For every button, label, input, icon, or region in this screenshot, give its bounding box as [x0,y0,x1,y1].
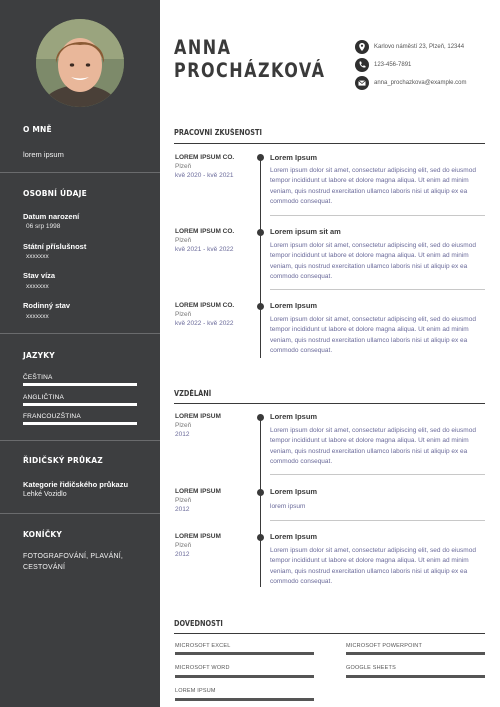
skill-name: MICROSOFT POWERPOINT [346,643,423,649]
license-label: Kategorie řidičského průkazu [23,480,129,489]
skill-name: GOOGLE SHEETS [346,665,396,671]
timeline-dot [257,154,264,161]
personal-label: Rodinný stav [23,301,71,310]
timeline-dot [257,414,264,421]
school-year: 2012 [175,431,190,438]
timeline-dot [257,489,264,496]
job-description: Lorem ipsum dolor sit amet, consectetur adipiscing elit, sed do eiusmod tempor incididunt ut labore et dolore magna aliqua. Ut enim ad minim veniam, quis nostrud exercitation ullamco laboris nisi ut aliquip ex ea commodo consequat. [270,167,476,206]
school-year: 2012 [175,551,190,558]
school-name: LOREM IPSUM [175,533,221,540]
job-dates: kvě 2020 - kvě 2021 [175,172,234,179]
item-divider [270,215,485,216]
language-name: FRANCOUZŠTINA [23,413,81,420]
about-heading: O MNĚ [23,125,52,134]
hobbies-text: FOTOGRAFOVÁNÍ, PLAVÁNÍ, [23,553,124,560]
job-dates: kvě 2022 - kvě 2022 [175,320,234,327]
sidebar-divider [0,333,160,334]
first-name: ANNA [174,36,232,59]
education-title: VZDĚLÁNÍ [174,389,212,398]
skill-level-bar [175,675,314,678]
school-place: Plzeň [175,422,192,429]
company-name: LOREM IPSUM CO. [175,302,235,309]
education-role: Lorem Ipsum [270,487,318,496]
about-text: lorem ipsum [23,150,64,159]
phone-text[interactable]: 123-456-7891 [374,62,412,68]
languages-heading: JAZYKY [23,351,55,360]
education-description: Lorem ipsum dolor sit amet, consectetur adipiscing elit, sed do eiusmod tempor incididunt ut labore et dolore magna aliqua. Ut enim ad minim veniam, quis nostrud exercitation ullamco laboris nisi ut aliquip ex ea commodo consequat. [270,427,476,466]
school-name: LOREM IPSUM [175,413,221,420]
profile-photo [36,19,124,107]
section-rule [174,143,485,144]
item-divider [270,474,485,475]
location-pin-icon [355,40,369,54]
hobbies-heading: KONÍČKY [23,530,63,539]
personal-label: Stav víza [23,271,56,280]
envelope-icon [355,76,369,90]
timeline-line [260,157,261,358]
job-dates: kvě 2021 - kvě 2022 [175,246,234,253]
skill-level-bar [175,698,314,701]
language-name: ANGLIČTINA [23,394,65,401]
language-level-bar [23,403,137,406]
sidebar [0,0,160,707]
company-place: Plzeň [175,311,192,318]
company-place: Plzeň [175,163,192,170]
job-description: Lorem ipsum dolor sit amet, consectetur adipiscing elit, sed do eiusmod tempor incididunt ut labore et dolore magna aliqua. Ut enim ad minim veniam, quis nostrud exercitation ullamco laboris nisi ut aliquip ex ea commodo consequat. [270,316,476,355]
timeline-dot [257,303,264,310]
personal-heading: OSOBNÍ ÚDAJE [23,189,87,198]
section-rule [174,403,485,404]
personal-value: 06 srp 1998 [26,223,61,230]
personal-label: Státní příslušnost [23,242,87,251]
email-text[interactable]: anna_prochazkova@example.com [374,80,467,86]
address-text: Karlovo náměstí 23, Plzeň, 12344 [374,44,465,50]
sidebar-divider [0,440,160,441]
item-divider [270,289,485,290]
timeline-dot [257,534,264,541]
language-level-bar [23,422,137,425]
last-name: PROCHÁZKOVÁ [174,59,326,82]
skill-name: MICROSOFT WORD [175,665,230,671]
timeline-line [260,417,261,587]
hobbies-text: CESTOVÁNÍ [23,564,66,571]
education-description: Lorem ipsum dolor sit amet, consectetur adipiscing elit, sed do eiusmod tempor incididunt ut labore et dolore magna aliqua. Ut enim ad minim veniam, quis nostrud exercitation ullamco laboris nisi ut aliquip ex ea commodo consequat. [270,547,476,586]
license-value: Lehké Vozidlo [23,491,67,498]
personal-label: Datum narození [23,212,80,221]
company-name: LOREM IPSUM CO. [175,228,235,235]
education-role: Lorem Ipsum [270,532,318,541]
skills-title: DOVEDNOSTI [174,619,223,628]
education-description: lorem ipsum [270,503,306,510]
experience-title: PRACOVNÍ ZKUŠENOSTI [174,128,262,137]
skill-level-bar [175,652,314,655]
sidebar-divider [0,172,160,173]
timeline-dot [257,229,264,236]
skill-level-bar [346,675,485,678]
skill-name: LOREM IPSUM [175,688,216,694]
personal-value: xxxxxxx [26,253,49,260]
item-divider [270,520,485,521]
education-role: Lorem Ipsum [270,412,318,421]
personal-value: xxxxxxx [26,313,49,320]
school-place: Plzeň [175,497,192,504]
school-year: 2012 [175,506,190,513]
skill-name: MICROSOFT EXCEL [175,643,231,649]
section-rule [174,633,485,634]
skill-level-bar [346,652,485,655]
company-place: Plzeň [175,237,192,244]
school-name: LOREM IPSUM [175,488,221,495]
portrait-image [36,19,124,107]
phone-icon [355,58,369,72]
job-role: Lorem Ipsum [270,301,318,310]
company-name: LOREM IPSUM CO. [175,154,235,161]
personal-value: xxxxxxx [26,283,49,290]
job-description: Lorem ipsum dolor sit amet, consectetur adipiscing elit, sed do eiusmod tempor incididunt ut labore et dolore magna aliqua. Ut enim ad minim veniam, quis nostrud exercitation ullamco laboris nisi ut aliquip ex ea commodo consequat. [270,242,476,281]
sidebar-divider [0,513,160,514]
language-name: ČEŠTINA [23,374,53,381]
job-role: Lorem ipsum sit am [270,227,341,236]
language-level-bar [23,383,137,386]
license-heading: ŘIDIČSKÝ PRŮKAZ [23,456,103,465]
job-role: Lorem Ipsum [270,153,318,162]
school-place: Plzeň [175,542,192,549]
